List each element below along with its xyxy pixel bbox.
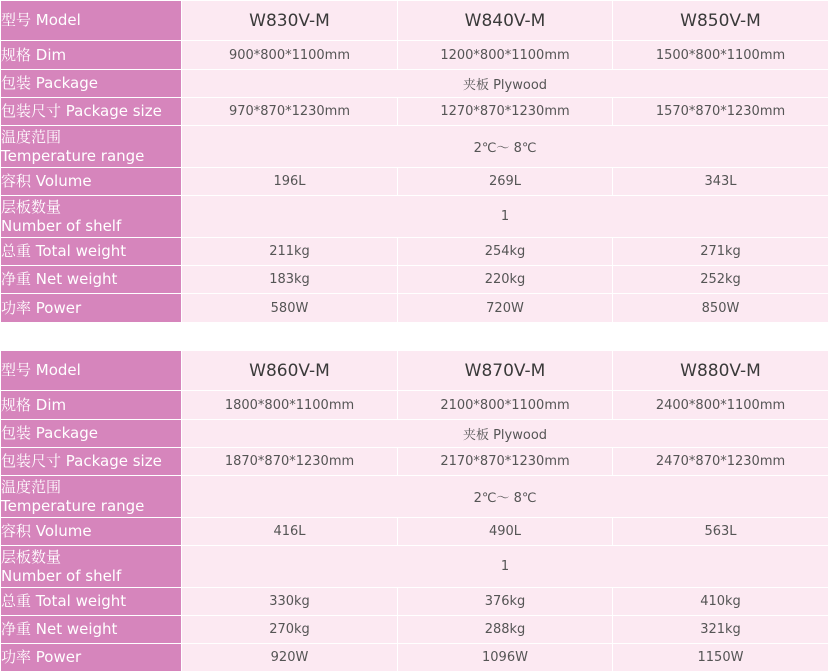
volume-label: 容积 Volume xyxy=(1,518,182,546)
power-label: 功率 Power xyxy=(1,644,182,671)
package-size-value: 1570*870*1230mm xyxy=(613,98,828,126)
package-label: 包装 Package xyxy=(1,70,182,98)
dim-value: 2400*800*1100mm xyxy=(613,391,828,420)
model-name: W870V-M xyxy=(398,351,613,391)
total-weight-row xyxy=(1,238,828,266)
package-size-value: 2470*870*1230mm xyxy=(613,448,828,476)
net-weight-row xyxy=(1,266,828,294)
package-size-label: 包装尺寸 Package size xyxy=(1,98,182,126)
total-weight-value: 330kg xyxy=(182,588,398,616)
total-weight-value: 410kg xyxy=(613,588,828,616)
model-row xyxy=(1,351,828,391)
shelf-value: 1 xyxy=(182,196,828,238)
package-value: 夹板 Plywood xyxy=(182,70,828,98)
net-weight-value: 270kg xyxy=(182,616,398,644)
shelf-label xyxy=(1,546,182,588)
total-weight-value: 271kg xyxy=(613,238,828,266)
spec-table-1 xyxy=(0,0,828,323)
package-size-row xyxy=(1,448,828,476)
total-weight-value: 376kg xyxy=(398,588,613,616)
power-value: 850W xyxy=(613,294,828,323)
package-row xyxy=(1,420,828,448)
power-row xyxy=(1,644,828,671)
package-label: 包装 Package xyxy=(1,420,182,448)
temperature-row xyxy=(1,126,828,168)
package-size-label: 包装尺寸 Package size xyxy=(1,448,182,476)
dim-value: 1800*800*1100mm xyxy=(182,391,398,420)
volume-value: 563L xyxy=(613,518,828,546)
shelf-row xyxy=(1,546,828,588)
net-weight-row xyxy=(1,616,828,644)
shelf-row xyxy=(1,196,828,238)
package-row xyxy=(1,70,828,98)
power-row xyxy=(1,294,828,323)
model-name: W860V-M xyxy=(182,351,398,391)
shelf-value: 1 xyxy=(182,546,828,588)
total-weight-row xyxy=(1,588,828,616)
net-weight-value: 220kg xyxy=(398,266,613,294)
temperature-row xyxy=(1,476,828,518)
model-name: W830V-M xyxy=(182,1,398,41)
package-value: 夹板 Plywood xyxy=(182,420,828,448)
package-size-value: 2170*870*1230mm xyxy=(398,448,613,476)
package-size-value: 1270*870*1230mm xyxy=(398,98,613,126)
model-label: 型号 Model xyxy=(1,1,182,41)
net-weight-label: 净重 Net weight xyxy=(1,616,182,644)
total-weight-label: 总重 Total weight xyxy=(1,238,182,266)
temperature-value: 2℃～ 8℃ xyxy=(182,476,828,518)
package-size-value: 1870*870*1230mm xyxy=(182,448,398,476)
dim-value: 1200*800*1100mm xyxy=(398,41,613,70)
package-size-row xyxy=(1,98,828,126)
volume-value: 343L xyxy=(613,168,828,196)
net-weight-value: 288kg xyxy=(398,616,613,644)
dim-label: 规格 Dim xyxy=(1,391,182,420)
temperature-label-cn: 温度范围 xyxy=(1,477,62,496)
power-value: 920W xyxy=(182,644,398,671)
total-weight-value: 211kg xyxy=(182,238,398,266)
dim-row xyxy=(1,391,828,420)
model-name: W840V-M xyxy=(398,1,613,41)
dim-value: 1500*800*1100mm xyxy=(613,41,828,70)
temperature-value: 2℃～ 8℃ xyxy=(182,126,828,168)
shelf-label-cn: 层板数量 xyxy=(1,197,62,216)
volume-row xyxy=(1,518,828,546)
volume-label: 容积 Volume xyxy=(1,168,182,196)
model-row xyxy=(1,1,828,41)
temperature-label xyxy=(1,476,182,518)
shelf-label-en: Number of shelf xyxy=(1,216,122,235)
model-name: W880V-M xyxy=(613,351,828,391)
shelf-label-cn: 层板数量 xyxy=(1,547,62,566)
dim-row xyxy=(1,41,828,70)
volume-value: 269L xyxy=(398,168,613,196)
temperature-label-en: Temperature range xyxy=(1,146,145,165)
model-name: W850V-M xyxy=(613,1,828,41)
volume-value: 196L xyxy=(182,168,398,196)
net-weight-label: 净重 Net weight xyxy=(1,266,182,294)
shelf-label xyxy=(1,196,182,238)
temperature-label-en: Temperature range xyxy=(1,496,145,515)
package-size-value: 970*870*1230mm xyxy=(182,98,398,126)
power-label: 功率 Power xyxy=(1,294,182,323)
volume-value: 416L xyxy=(182,518,398,546)
total-weight-label: 总重 Total weight xyxy=(1,588,182,616)
net-weight-value: 183kg xyxy=(182,266,398,294)
power-value: 720W xyxy=(398,294,613,323)
temperature-label-cn: 温度范围 xyxy=(1,127,62,146)
power-value: 1096W xyxy=(398,644,613,671)
dim-value: 900*800*1100mm xyxy=(182,41,398,70)
model-label: 型号 Model xyxy=(1,351,182,391)
shelf-label-en: Number of shelf xyxy=(1,566,122,585)
volume-row xyxy=(1,168,828,196)
net-weight-value: 252kg xyxy=(613,266,828,294)
volume-value: 490L xyxy=(398,518,613,546)
net-weight-value: 321kg xyxy=(613,616,828,644)
temperature-label xyxy=(1,126,182,168)
total-weight-value: 254kg xyxy=(398,238,613,266)
power-value: 580W xyxy=(182,294,398,323)
dim-label: 规格 Dim xyxy=(1,41,182,70)
dim-value: 2100*800*1100mm xyxy=(398,391,613,420)
power-value: 1150W xyxy=(613,644,828,671)
spec-table-2 xyxy=(0,350,828,671)
